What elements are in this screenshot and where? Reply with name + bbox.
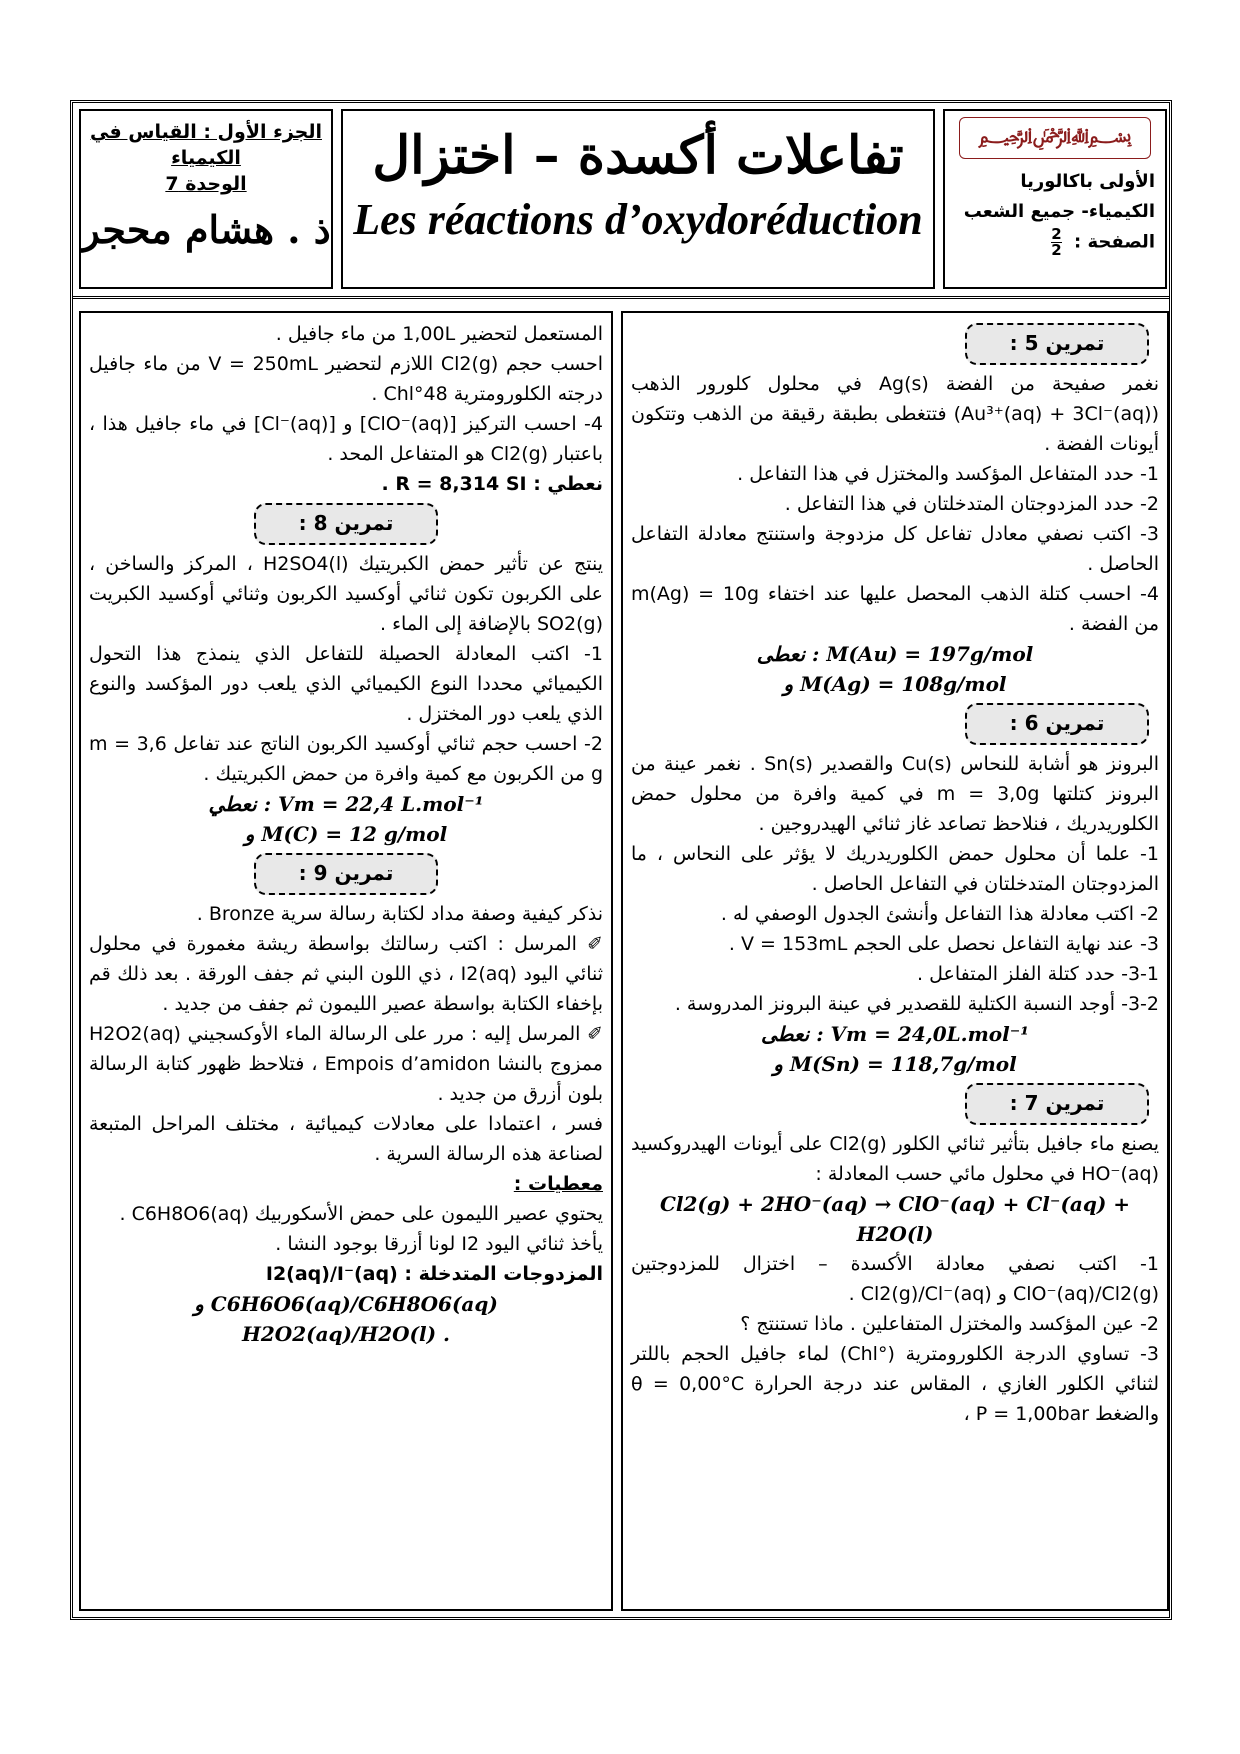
ex6-q31: 3-1- حدد كتلة الفلز المتفاعل . <box>917 963 1159 985</box>
ex7-q4: 4- احسب التركيز [ClO⁻(aq)] و [Cl⁻(aq)] في ماء جافيل هذا ، باعتبار Cl2(g) هو المتفاعل المحد . <box>89 413 603 465</box>
ex5-q1: 1- حدد المتفاعل المؤكسد والمختزل في هذا التفاعل . <box>737 463 1159 485</box>
ex6-q1: 1- علما أن محلول حمض الكلوريدريك لا يؤثر على النحاس ، ما المزدوجتان المتدخلتان في التفاعل الحاصل . <box>631 843 1159 895</box>
ex6-q2: 2- اكتب معادلة هذا التفاعل وأنشئ الجدول الوصفي له . <box>720 903 1159 925</box>
ex7-given: نعطي : R = 8,314 SI . <box>381 473 603 495</box>
unit-box <box>79 109 333 289</box>
ex8-intro: ينتج عن تأثير حمض الكبريتيك H2SO4(l) ، المركز والساخن ، على الكربون تكون ثنائي أوكسيد الكربون وثنائي أوكسيد الكبريت SO2(g) بالإضافة إلى الماء . <box>89 553 603 635</box>
page-fraction <box>1051 227 1061 258</box>
ex9-intro: نذكر كيفية وصفة مداد لكتابة رسالة سرية Bronze . <box>196 903 603 925</box>
left-column <box>79 311 613 1611</box>
exercise-5-title: تمرين 5 : <box>965 323 1149 365</box>
ex7-intro: يصنع ماء جافيل بتأثير ثنائي الكلور Cl2(g) على أيونات الهيدروكسيد HO⁻(aq) في محلول مائي حسب المعادلة : <box>631 1133 1159 1185</box>
ex7-cont2: احسب حجم Cl2(g) اللازم لتحضير V = 250mL من ماء جافيل درجته الكلورومترية 48°Chl . <box>89 353 603 405</box>
level-box <box>943 109 1167 289</box>
page-frame <box>70 100 1172 1620</box>
ex5-q3: 3- اكتب نصفي معادل تفاعل كل مزدوجة واستنتج معادلة التفاعل الحاصل . <box>631 523 1159 575</box>
ex5-q4: 4- احسب كتلة الذهب المحصل عليها عند اختفاء m(Ag) = 10g من الفضة . <box>631 583 1159 635</box>
unit-part <box>81 119 331 197</box>
ex9-couples3: H2O2(aq)/H2O(l) . <box>241 1322 450 1346</box>
ex7-equation: Cl2(g) + 2HO⁻(aq) → ClO⁻(aq) + Cl⁻(aq) + H2O(l) <box>659 1192 1131 1246</box>
ex9-sender: ✐ المرسل : اكتب رسالتك بواسطة ريشة مغمورة في محلول ثنائي اليود I2(aq) ، ذي اللون البني ثم جفف الورقة . بعد ذلك قم بإخفاء الكتابة بواسطة عصير الليمون ثم جفف من جديد . <box>89 933 604 1015</box>
title-box <box>341 109 935 289</box>
unit-number: الوحدة 7 <box>165 173 247 195</box>
page-label: الصفحة : <box>1074 231 1155 253</box>
ex9-couples2: و C6H6O6(aq)/C6H8O6(aq) <box>194 1292 498 1316</box>
ex8-q1: 1- اكتب المعادلة الحصيلة للتفاعل الذي ينمذج هذا التحول الكيميائي محددا النوع الكيميائي الذي يلعب دور المؤكسد والنوع الذي يلعب دور المختزل . <box>89 643 603 725</box>
ex8-given2: و M(C) = 12 g/mol <box>244 822 448 846</box>
exercise-9-title: تمرين 9 : <box>254 853 438 895</box>
ex9-receiver: ✐ المرسل إليه : مرر على الرسالة الماء الأوكسجيني H2O2(aq) ممزوج بالنشا Empois d’amidon ، فتلاحظ ظهور كتابة الرسالة بلون أزرق من جديد . <box>89 1023 603 1105</box>
ex8-given: نعطي : Vm = 22,4 L.mol⁻¹ <box>208 792 484 816</box>
ex9-couples: المزدوجات المتدخلة : I2(aq)/I⁻(aq) <box>265 1263 603 1285</box>
ex6-given2: و M(Sn) = 118,7g/mol <box>773 1052 1017 1076</box>
basmala-logo-icon: ﷽ <box>959 117 1151 159</box>
teacher-name: ذ . هشام محجر <box>81 207 331 252</box>
ex7-q3: 3- تساوي الدرجة الكلورومترية (°Chl) لماء جافيل الحجم باللتر لثنائي الكلور الغازي ، المقاس عند درجة الحرارة θ = 0,00°C والضغط P = 1,00bar ، <box>631 1343 1159 1425</box>
ex9-data-label: معطيات : <box>513 1173 603 1195</box>
ex9-question: فسر ، اعتمادا على معادلات كيميائية ، مختلف المراحل المتبعة لصناعة هذه الرسالة السرية . <box>89 1113 603 1165</box>
ex7-q1: 1- اكتب نصفي معادلة الأكسدة – اختزال للمزدوجتين ClO⁻(aq)/Cl2(g) و Cl2(g)/Cl⁻(aq) . <box>631 1253 1159 1305</box>
ex8-q2: 2- احسب حجم ثنائي أوكسيد الكربون الناتج عند تفاعل m = 3,6 g من الكربون مع كمية وافرة من حمض الكبريتيك . <box>89 733 603 785</box>
ex7-q2: 2- عين المؤكسد والمختزل المتفاعلين . ماذا تستنتج ؟ <box>740 1313 1159 1335</box>
ex5-q2: 2- حدد المزدوجتان المتدخلتان في هذا التفاعل . <box>784 493 1159 515</box>
exercise-6-title: تمرين 6 : <box>965 703 1149 745</box>
ex6-intro: البرونز هو أشابة للنحاس Cu(s) والقصدير Sn(s) . نغمر عينة من البرونز كتلتها m = 3,0g في كمية وافرة من محلول حمض الكلوريدريك ، فنلاحظ تصاعد غاز ثنائي الهيدروجين . <box>631 753 1160 835</box>
title-french: Les réactions d’oxydoréduction <box>353 195 923 244</box>
ex9-data1: يحتوي عصير الليمون على حمض الأسكوربيك C6H8O6(aq) . <box>119 1203 603 1225</box>
right-column <box>621 311 1169 1611</box>
subject: الكيمياء- جميع الشعب <box>963 201 1155 222</box>
ex6-given: نعطى : Vm = 24,0L.mol⁻¹ <box>760 1022 1030 1046</box>
ex6-q3: 3- عند نهاية التفاعل نحصل على الحجم V = 153mL . <box>728 933 1159 955</box>
exercise-7-title: تمرين 7 : <box>965 1083 1149 1125</box>
title-arabic: تفاعلات أكسدة – اختزال <box>372 125 904 186</box>
ex5-given2: و M(Ag) = 108g/mol <box>783 672 1007 696</box>
header <box>73 103 1169 299</box>
exercise-8-title: تمرين 8 : <box>254 503 438 545</box>
ex6-q32: 3-2- أوجد النسبة الكتلية للقصدير في عينة البرونز المدروسة . <box>674 993 1159 1015</box>
ex5-given: نعطى : M(Au) = 197g/mol <box>756 642 1034 666</box>
unit-part-line1: الجزء الأول : القياس في <box>90 121 322 143</box>
page-num: 2 <box>1051 225 1062 243</box>
page-number <box>945 227 1155 258</box>
level: الأولى باكالوريا <box>1020 171 1155 192</box>
ex5-intro: نغمر صفيحة من الفضة Ag(s) في محلول كلورور الذهب (Au³⁺(aq) + 3Cl⁻(aq)) فتتغطى بطبقة رقيقة من الذهب وتتكون أيونات الفضة . <box>631 373 1159 455</box>
ex9-data2: يأخذ ثنائي اليود I2 لونا أزرقا بوجود النشا . <box>275 1233 603 1255</box>
ex7-cont1: المستعمل لتحضير 1,00L من ماء جافيل . <box>275 323 603 345</box>
page-den: 2 <box>1051 241 1062 259</box>
unit-part-line2: الكيمياء <box>171 147 241 169</box>
